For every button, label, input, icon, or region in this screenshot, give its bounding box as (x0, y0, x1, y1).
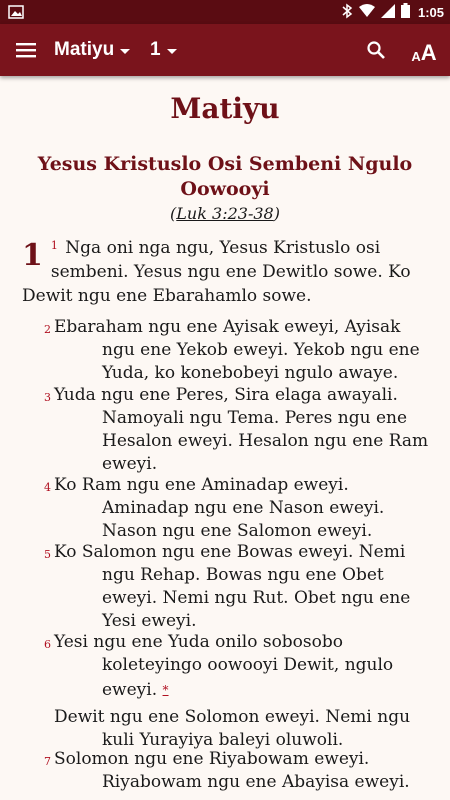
app-bar (0, 24, 450, 76)
menu-icon[interactable] (12, 36, 40, 64)
verse-line: kuli Yurayiya baleyi oluwoli. (102, 730, 344, 750)
verse-line: koleteyingo oowooyi Dewit, ngulo (102, 655, 394, 675)
verse-line: Ko Salomon ngu ene Bowas eweyi. Nemi (54, 542, 406, 562)
verse-line: Aminadap ngu ene Nason eweyi. (102, 498, 385, 518)
verse-3 (44, 384, 434, 476)
chapter-number: 1 (22, 238, 43, 273)
wifi-icon (359, 4, 375, 21)
chapter-selector[interactable] (150, 38, 177, 62)
verse-number: 2 (44, 323, 51, 336)
verse-1 (22, 236, 432, 308)
verse-line: Riyabowam ngu ene Abayisa eweyi. (102, 772, 410, 792)
verse-line-text: eweyi. (102, 680, 158, 700)
verse-line: ngu Rehap. Bowas ngu ene Obet (102, 565, 384, 585)
search-icon[interactable] (362, 36, 390, 64)
verse-number: 6 (44, 638, 51, 651)
verse-line: Ebaraham ngu ene Ayisak eweyi, Ayisak (54, 317, 401, 337)
font-size-small-label: A (411, 49, 421, 64)
verse-number: 3 (44, 391, 51, 404)
verse-6 (44, 631, 434, 752)
verse-line: eweyi. (102, 454, 158, 474)
book-selector[interactable] (54, 38, 130, 62)
verse-number: 1 (50, 239, 58, 252)
cross-reference-close: ) (273, 204, 280, 223)
cross-reference-open: ( (170, 204, 177, 223)
verse-line: Solomon ngu ene Riyabowam eweyi. (54, 749, 370, 769)
verse-line: eweyi. Nemi ngu Rut. Obet ngu ene (102, 588, 411, 608)
cross-reference-link[interactable]: Luk 3:23-38 (176, 204, 274, 223)
verse-number: 7 (44, 755, 51, 768)
verse-line: Nason ngu ene Salomon eweyi. (102, 521, 373, 541)
verse-line: Ko Ram ngu ene Aminadap eweyi. (54, 475, 349, 495)
signal-icon (381, 4, 395, 21)
verse-line: Yuda ngu ene Peres, Sira elaga awayali. (54, 385, 398, 405)
chevron-down-icon (120, 49, 130, 54)
verse-number: 4 (44, 481, 51, 494)
verse-line: Hesalon eweyi. Hesalon ngu ene Ram (102, 431, 429, 451)
battery-icon (401, 3, 410, 21)
verse-line: Namoyali ngu Tema. Peres ngu ene (102, 408, 408, 428)
verse-line: Yesi ngu ene Yuda onilo sobosobo (54, 632, 343, 652)
font-size-big-label: A (420, 40, 437, 65)
verse-line: Dewit ngu ene Solomon eweyi. Nemi ngu (54, 707, 411, 727)
verse-number: 5 (44, 548, 51, 561)
book-title: Matiyu (170, 92, 280, 125)
verse-line (54, 679, 434, 702)
footnote-marker[interactable]: * (162, 683, 169, 697)
scripture-content[interactable] (0, 76, 450, 800)
verse-text: Nga oni nga ngu, Yesus Kristuslo osi sembeni. Yesus ngu ene Dewitlo sowe. Ko Dewit ngu ene Ebarahamlo sowe. (22, 238, 411, 306)
verse-2 (44, 316, 434, 385)
chevron-down-icon (167, 49, 177, 54)
text-size-button[interactable] (408, 36, 440, 64)
chapter-selector-label: 1 (150, 39, 161, 60)
verse-4 (44, 474, 434, 543)
cross-reference (0, 204, 450, 223)
bluetooth-icon (341, 3, 353, 22)
book-selector-label: Matiyu (54, 39, 115, 60)
status-bar (0, 0, 450, 24)
verse-line: Yuda, ko konebobeyi ngulo awaye. (102, 363, 399, 383)
image-notification-icon (8, 4, 24, 20)
status-time: 1:05 (417, 4, 444, 20)
verse-7 (44, 748, 434, 794)
section-heading: Yesus Kristuslo Osi Sembeni Ngulo Oowooyi (37, 153, 413, 200)
verse-5 (44, 541, 434, 633)
verse-line: ngu ene Yekob eweyi. Yekob ngu ene (102, 340, 420, 360)
verse-line: Yesi eweyi. (102, 611, 197, 631)
